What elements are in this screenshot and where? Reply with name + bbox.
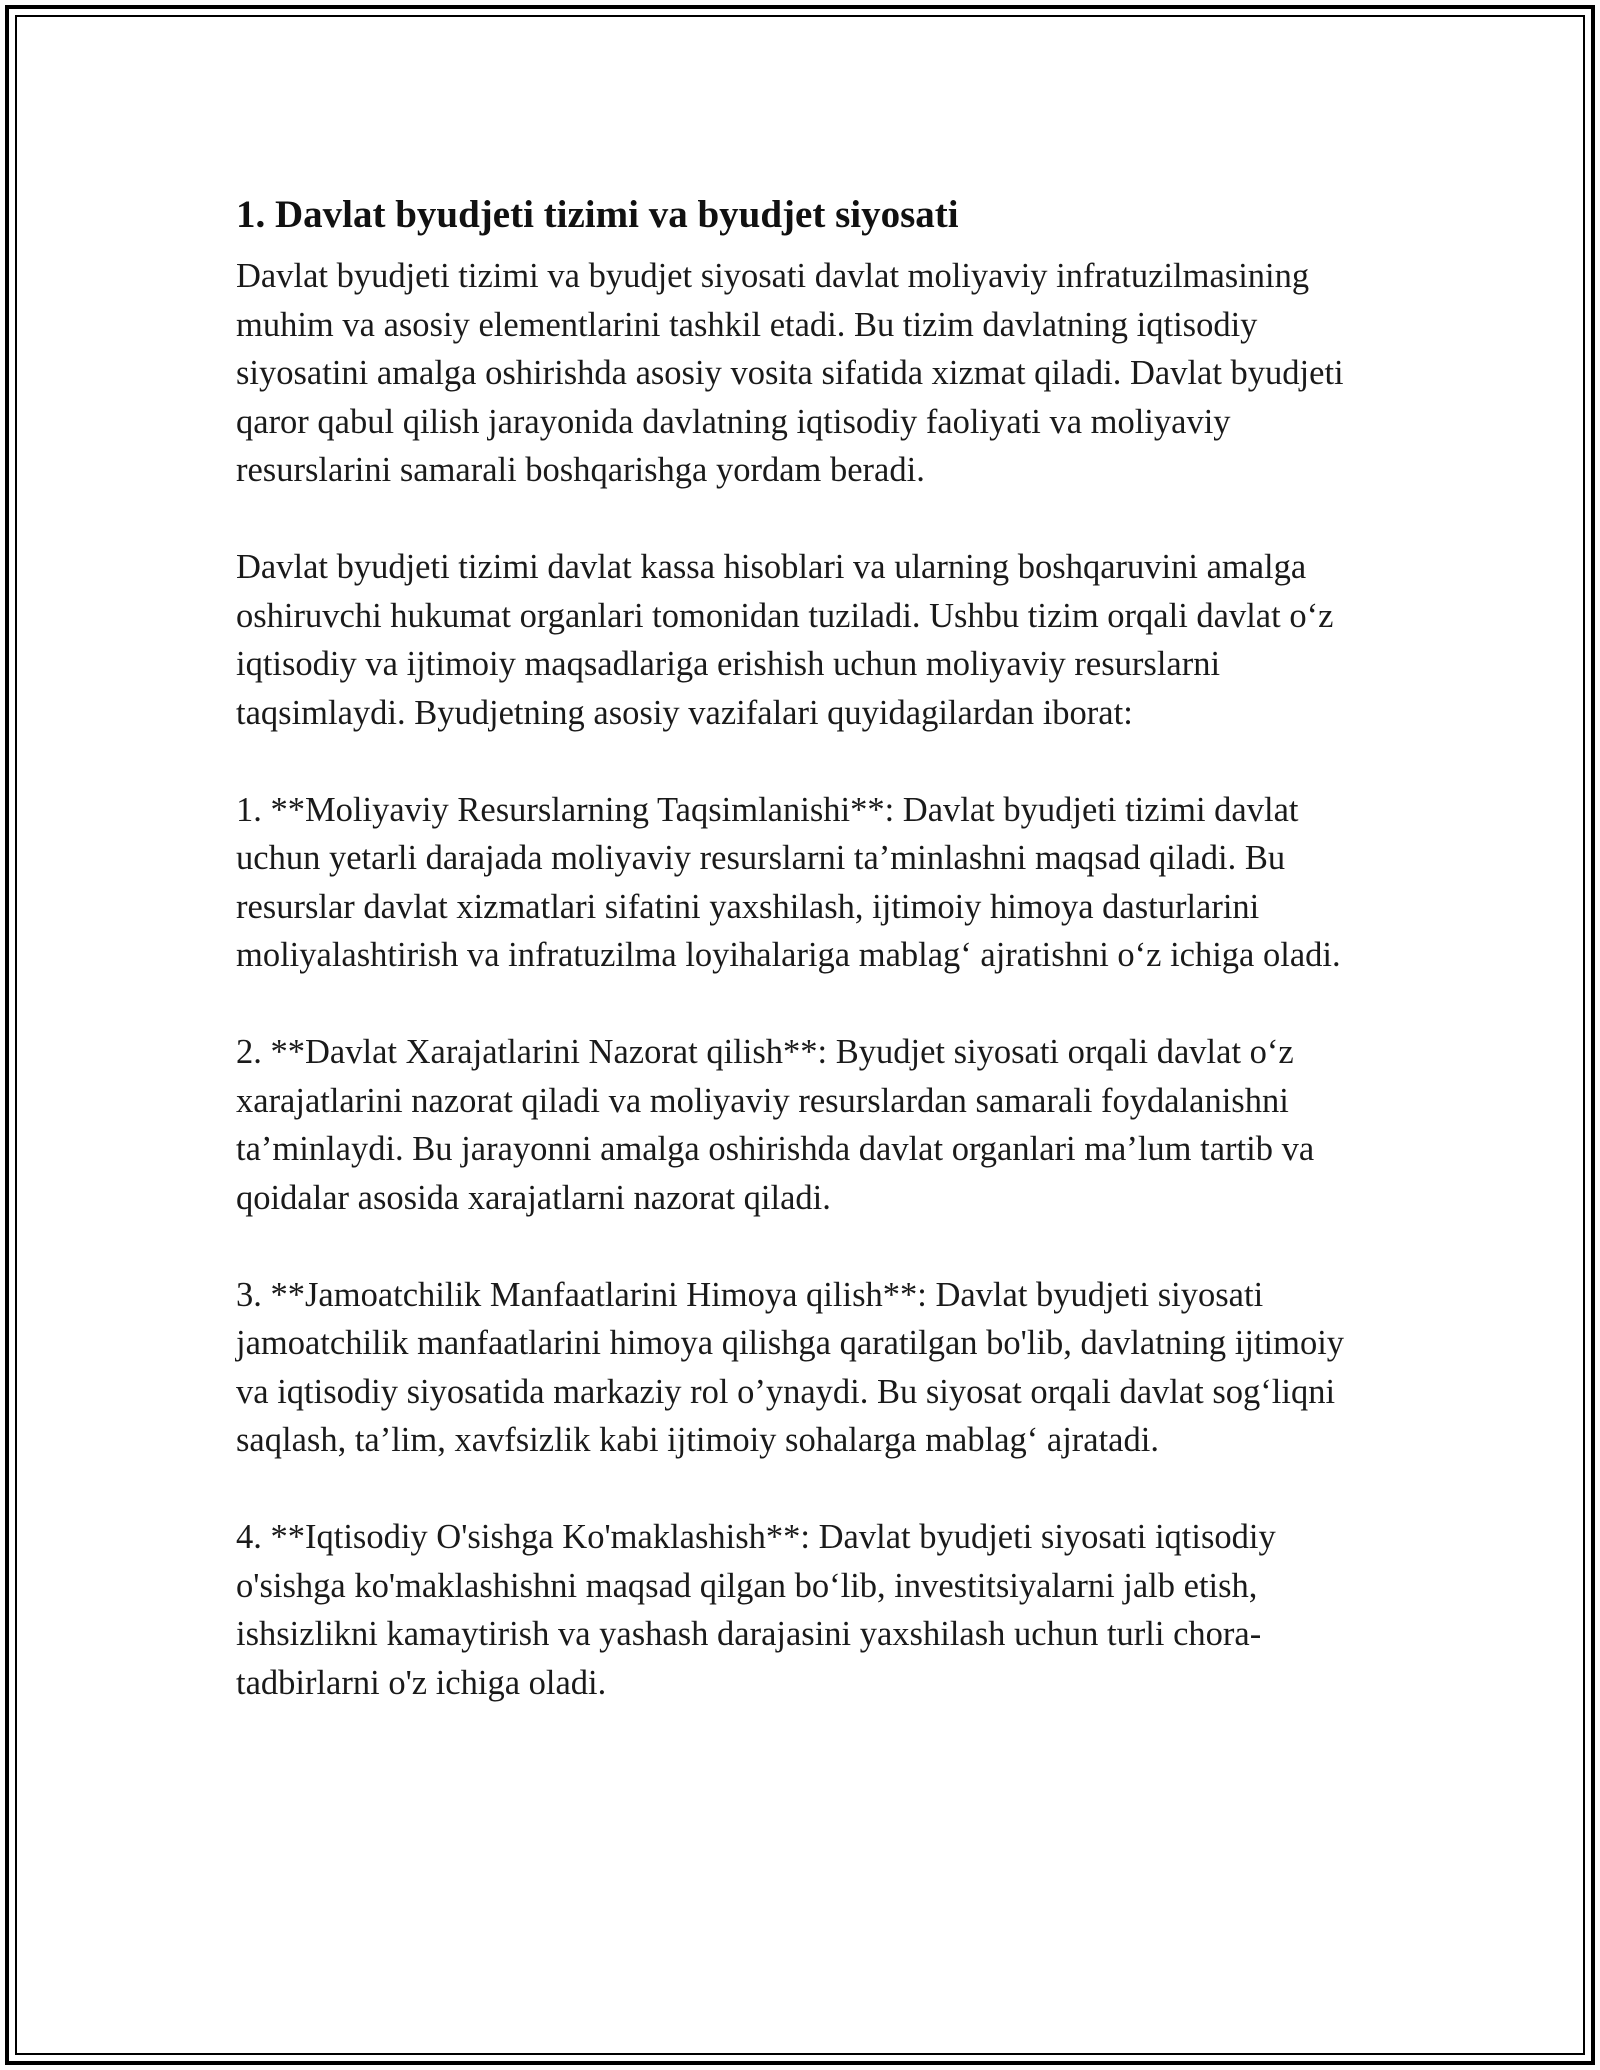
document-body (236, 186, 1376, 1707)
list-item-4: 4. **Iqtisodiy O'sishga Ko'maklashish**: Davlat byudjeti siyosati iqtisodiy o'sishga ko'maklashishni maqsad qilgan bo‘lib, investitsiyalarni jalb etish, ishsizlikni kamaytirish va yashash darajasini yaxshilash uchun turli chora-tadbirlarni o'z ichiga oladi. (236, 1518, 1276, 1702)
list-item-3: 3. **Jamoatchilik Manfaatlarini Himoya qilish**: Davlat byudjeti siyosati jamoatchilik manfaatlarini himoya qilishga qaratilgan bo'lib, davlatning ijtimoiy va iqtisodiy siyosatida markaziy rol o’ynaydi. Bu siyosat orqali davlat sog‘liqni saqlash, ta’lim, xavfsizlik kabi ijtimoiy sohalarga mablag‘ ajratadi. (236, 1275, 1345, 1459)
paragraph-intro: Davlat byudjeti tizimi va byudjet siyosati davlat moliyaviy infratuzilmasining muhim va asosiy elementlarini tashkil etadi. Bu tizim davlatning iqtisodiy siyosatini amalga oshirishda asosiy vosita sifatida xizmat qiladi. Davlat byudjeti qaror qabul qilish jarayonida davlatning iqtisodiy faoliyati va moliyaviy resurslarini samarali boshqarishga yordam beradi. (236, 257, 1344, 489)
paragraph-system: Davlat byudjeti tizimi davlat kassa hisoblari va ularning boshqaruvini amalga oshiruvchi hukumat organlari tomonidan tuziladi. Ushbu tizim orqali davlat o‘z iqtisodiy va ijtimoiy maqsadlariga erishish uchun moliyaviy resurslarni taqsimlaydi. Byudjetning asosiy vazifalari quyidagilardan iborat: (236, 548, 1334, 732)
list-item-2: 2. **Davlat Xarajatlarini Nazorat qilish**: Byudjet siyosati orqali davlat o‘z xarajatlarini nazorat qiladi va moliyaviy resurslardan samarali foydalanishni ta’minlaydi. Bu jarayonni amalga oshirishda davlat organlari ma’lum tartib va qoidalar asosida xarajatlarni nazorat qiladi. (236, 1033, 1315, 1217)
section-heading: 1. Davlat byudjeti tizimi va byudjet siyosati (236, 193, 959, 236)
list-item-1: 1. **Moliyaviy Resurslarning Taqsimlanishi**: Davlat byudjeti tizimi davlat uchun yetarli darajada moliyaviy resurslarni ta’minlashni maqsad qiladi. Bu resurslar davlat xizmatlari sifatini yaxshilash, ijtimoiy himoya dasturlarini moliyalashtirish va infratuzilma loyihalariga mablag‘ ajratishni o‘z ichiga oladi. (236, 790, 1341, 974)
